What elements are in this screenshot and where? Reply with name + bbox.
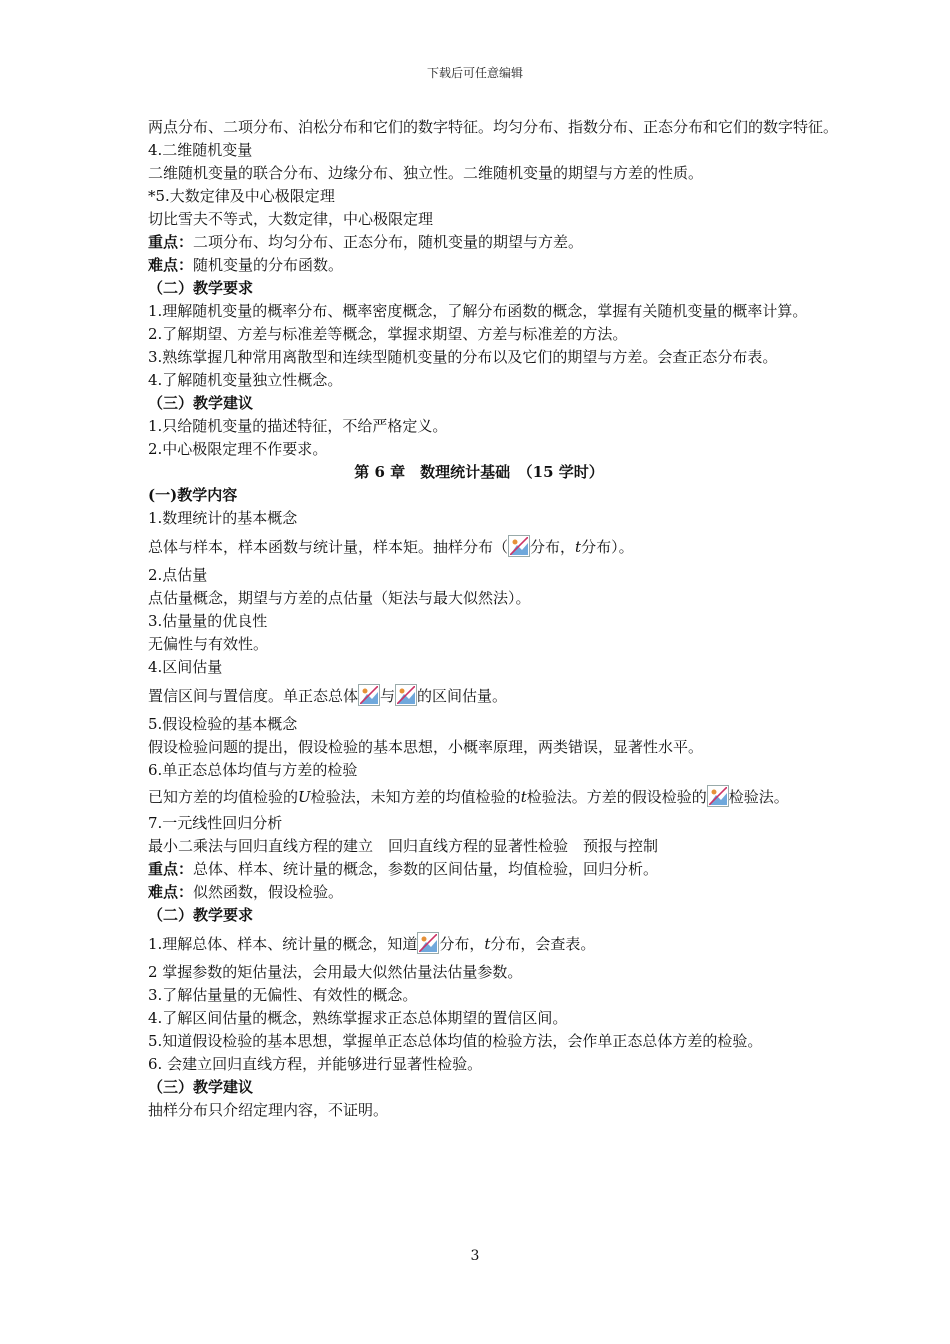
paragraph — [116, 530, 842, 564]
difficult-points — [116, 254, 842, 277]
paragraph: 两点分布、二项分布、泊松分布和它们的数字特征。均匀分布、指数分布、正态分布和它们的数字特征。 — [148, 118, 839, 136]
section-heading: （三）教学建议 — [148, 394, 254, 412]
requirement-item: 3.了解估量量的无偏性、有效性的概念。 — [148, 986, 418, 1004]
requirement-item: 3.熟练掌握几种常用离散型和连续型随机变量的分布以及它们的期望与方差。会查正态分布表。 — [148, 348, 778, 366]
key-points-label: 重点： — [148, 860, 194, 878]
topic-heading: 3.估量量的优良性 — [148, 612, 268, 630]
key-points-text: 总体、样本、统计量的概念，参数的区间估量，均值检验，回归分析。 — [193, 860, 659, 878]
text-span: 的区间估量。 — [417, 687, 508, 705]
difficult-points-text: 随机变量的分布函数。 — [193, 256, 344, 274]
topic-heading: 4.区间估量 — [148, 658, 223, 676]
math-variable: t — [575, 538, 582, 556]
difficult-points-text: 似然函数，假设检验。 — [193, 883, 344, 901]
formula-image-icon — [707, 785, 729, 807]
paragraph: 二维随机变量的联合分布、边缘分布、独立性。二维随机变量的期望与方差的性质。 — [148, 164, 704, 182]
difficult-points — [116, 881, 842, 904]
page-number: 3 — [470, 1248, 480, 1264]
requirement-item — [116, 927, 842, 961]
paragraph: 假设检验问题的提出，假设检验的基本思想，小概率原理，两类错误，显著性水平。 — [148, 738, 704, 756]
formula-image-icon — [395, 684, 417, 706]
requirement-item: 2.了解期望、方差与标准差等概念，掌握求期望、方差与标准差的方法。 — [148, 325, 628, 343]
paragraph: 点估量概念，期望与方差的点估量（矩法与最大似然法）。 — [148, 589, 531, 607]
suggestion-item: 1.只给随机变量的描述特征，不给严格定义。 — [148, 417, 448, 435]
suggestion-item: 抽样分布只介绍定理内容，不证明。 — [148, 1101, 389, 1119]
document-body — [116, 116, 842, 1122]
requirement-item: 4.了解区间估量的概念，熟练掌握求正态总体期望的置信区间。 — [148, 1009, 568, 1027]
key-points-label: 重点： — [148, 233, 194, 251]
paragraph: 切比雪夫不等式，大数定律，中心极限定理 — [148, 210, 434, 228]
requirement-item: 6. 会建立回归直线方程，并能够进行显著性检验。 — [148, 1055, 483, 1073]
math-variable: t — [484, 935, 491, 953]
formula-image-icon — [417, 932, 439, 954]
text-span: 分布，会查表。 — [490, 935, 596, 953]
text-span: 分布）。 — [581, 538, 634, 556]
topic-heading: 7.一元线性回归分析 — [148, 814, 283, 832]
math-variable: t — [520, 788, 527, 806]
section-heading: （三）教学建议 — [148, 1078, 254, 1096]
text-span: 1.理解总体、样本、统计量的概念，知道 — [148, 935, 418, 953]
text-span: 与 — [380, 687, 396, 705]
formula-image-icon — [358, 684, 380, 706]
page-header: 下载后可任意编辑 — [426, 66, 523, 80]
topic-heading: *5.大数定律及中心极限定理 — [148, 187, 335, 205]
math-variable: U — [298, 788, 311, 806]
key-points-text: 二项分布、均匀分布、正态分布，随机变量的期望与方差。 — [193, 233, 584, 251]
paragraph: 最小二乘法与回归直线方程的建立 回归直线方程的显著性检验 预报与控制 — [148, 837, 659, 855]
suggestion-item: 2.中心极限定理不作要求。 — [148, 440, 328, 458]
section-heading: （二）教学要求 — [148, 906, 254, 924]
text-span: 总体与样本，样本函数与统计量，样本矩。抽样分布（ — [148, 538, 509, 556]
chapter-title: 第 6 章 数理统计基础 （15 学时） — [354, 463, 604, 481]
topic-heading: 4.二维随机变量 — [148, 141, 253, 159]
requirement-item: 4.了解随机变量独立性概念。 — [148, 371, 343, 389]
text-span: 检验法，未知方差的均值检验的 — [310, 788, 521, 806]
paragraph — [116, 782, 842, 812]
text-span: 分布， — [530, 538, 576, 556]
topic-heading: 5.假设检验的基本概念 — [148, 715, 298, 733]
requirement-item: 2 掌握参数的矩估量法，会用最大似然估量法估量参数。 — [148, 963, 523, 981]
difficult-points-label: 难点： — [148, 256, 194, 274]
paragraph — [116, 679, 842, 713]
section-heading: （二）教学要求 — [148, 279, 254, 297]
topic-heading: 1.数理统计的基本概念 — [148, 509, 298, 527]
topic-heading: 2.点估量 — [148, 566, 208, 584]
text-span: 已知方差的均值检验的 — [148, 788, 299, 806]
key-points — [116, 858, 842, 881]
paragraph: 无偏性与有效性。 — [148, 635, 269, 653]
section-heading: (一)教学内容 — [148, 486, 238, 504]
text-span: 检验法。方差的假设检验的 — [526, 788, 707, 806]
requirement-item: 5.知道假设检验的基本思想，掌握单正态总体均值的检验方法，会作单正态总体方差的检验。 — [148, 1032, 763, 1050]
requirement-item: 1.理解随机变量的概率分布、概率密度概念，了解分布函数的概念，掌握有关随机变量的概率计算。 — [148, 302, 808, 320]
text-span: 分布， — [439, 935, 485, 953]
topic-heading: 6.单正态总体均值与方差的检验 — [148, 761, 358, 779]
text-span: 置信区间与置信度。单正态总体 — [148, 687, 359, 705]
text-span: 检验法。 — [728, 788, 789, 806]
difficult-points-label: 难点： — [148, 883, 194, 901]
key-points — [116, 231, 842, 254]
formula-image-icon — [508, 535, 530, 557]
